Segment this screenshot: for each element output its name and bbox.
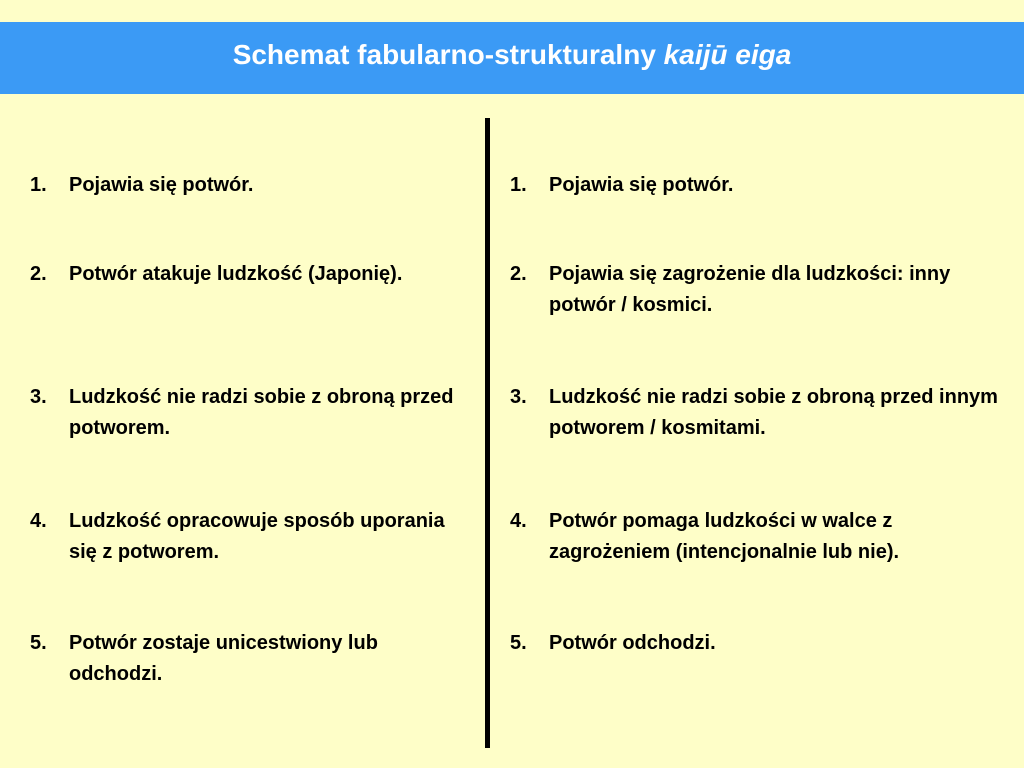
list-item (510, 259, 1010, 321)
item-number: 1. (30, 174, 47, 196)
item-number: 2. (510, 263, 527, 285)
item-number: 5. (30, 632, 47, 654)
item-text: Potwór odchodzi. (549, 632, 716, 654)
title-bar (0, 22, 1024, 94)
slide-title (233, 39, 792, 71)
list-item (30, 170, 470, 201)
list-item (510, 506, 1010, 568)
item-text: Pojawia się potwór. (549, 174, 734, 196)
item-number: 4. (30, 510, 47, 532)
title-main: Schemat fabularno-strukturalny (232, 39, 656, 70)
item-text: Potwór zostaje unicestwiony lub odchodzi. (69, 632, 378, 685)
item-text: Ludzkość opracowuje sposób uporania się z potworem. (69, 510, 445, 563)
item-text: Ludzkość nie radzi sobie z obroną przed innym potworem / kosmitami. (549, 386, 998, 439)
list-item (30, 382, 470, 444)
item-text: Ludzkość nie radzi sobie z obroną przed potworem. (69, 386, 454, 439)
column-divider (485, 118, 490, 748)
item-number: 3. (510, 386, 527, 408)
list-item (30, 628, 470, 690)
item-text: Pojawia się zagrożenie dla ludzkości: inny potwór / kosmici. (549, 263, 951, 316)
title-italic: kaijū eiga (663, 39, 792, 70)
list-item (510, 170, 1010, 201)
list-item (30, 259, 470, 290)
item-number: 4. (510, 510, 527, 532)
item-text: Potwór atakuje ludzkość (Japonię). (69, 263, 403, 285)
item-number: 3. (30, 386, 47, 408)
list-item (30, 506, 470, 568)
item-number: 1. (510, 174, 527, 196)
item-text: Pojawia się potwór. (69, 174, 254, 196)
list-item (510, 382, 1010, 444)
item-number: 5. (510, 632, 527, 654)
item-number: 2. (30, 263, 47, 285)
item-text: Potwór pomaga ludzkości w walce z zagrożeniem (intencjonalnie lub nie). (549, 510, 900, 563)
list-item (510, 628, 1010, 659)
